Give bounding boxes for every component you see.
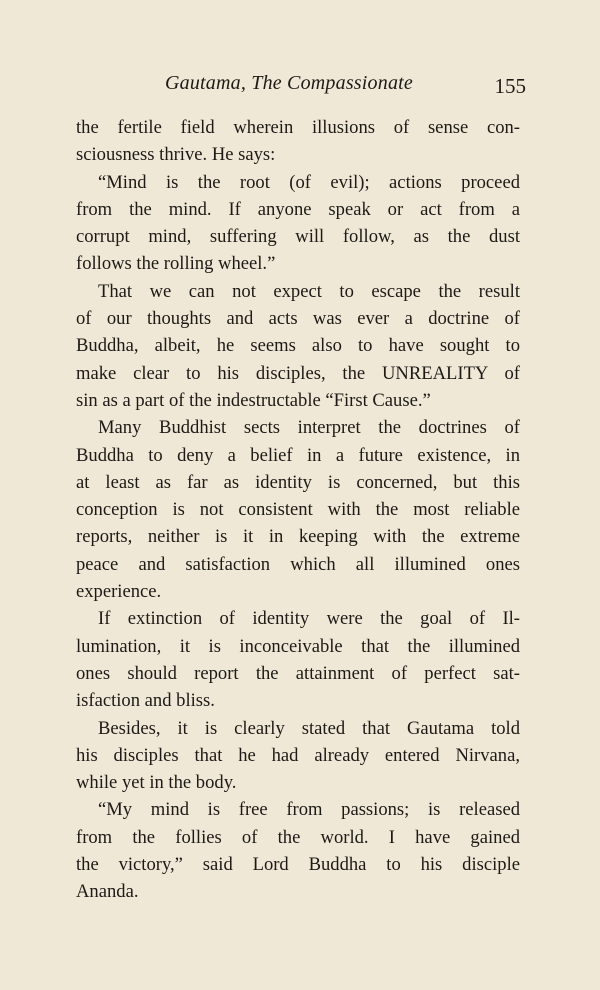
text-line: the victory,” said Lord Buddha to his disciple bbox=[76, 854, 520, 876]
text-line: Buddha, albeit, he seems also to have sought to bbox=[76, 335, 520, 357]
text-line: from the follies of the world. I have gained bbox=[76, 826, 520, 848]
text-line: Ananda. bbox=[76, 881, 139, 903]
body-text bbox=[76, 114, 520, 906]
text-line: ones should report the attainment of perfect sat- bbox=[76, 662, 520, 684]
text-line: That we can not expect to escape the result bbox=[98, 280, 520, 302]
text-line: “My mind is free from passions; is released bbox=[98, 799, 520, 821]
text-line: at least as far as identity is concerned, but this bbox=[76, 471, 520, 493]
text-line: conception is not consistent with the most reliable bbox=[76, 499, 520, 521]
text-line: sin as a part of the indestructable “First Cause.” bbox=[76, 389, 431, 411]
text-line: lumination, it is inconceivable that the illumined bbox=[76, 635, 520, 657]
text-line: If extinction of identity were the goal of Il- bbox=[98, 608, 520, 630]
text-line: Many Buddhist sects interpret the doctrines of bbox=[98, 417, 520, 439]
text-line: from the mind. If anyone speak or act from a bbox=[76, 198, 520, 220]
text-line: his disciples that he had already entered Nirvana, bbox=[76, 744, 520, 766]
text-line: experience. bbox=[76, 581, 162, 603]
text-line: of our thoughts and acts was ever a doctrine of bbox=[76, 308, 520, 330]
text-line: reports, neither is it in keeping with the extreme bbox=[76, 526, 520, 548]
page-number: 155 bbox=[494, 74, 526, 98]
text-line: while yet in the body. bbox=[76, 772, 237, 794]
text-line: Buddha to deny a belief in a future existence, in bbox=[76, 444, 520, 466]
text-line: peace and satisfaction which all illumined ones bbox=[76, 553, 520, 575]
text-line: the fertile field wherein illusions of sense con- bbox=[76, 117, 520, 138]
text-line: sciousness thrive. He says: bbox=[76, 144, 276, 166]
text-line: corrupt mind, suffering will follow, as the dust bbox=[76, 226, 520, 248]
text-line: Besides, it is clearly stated that Gautama told bbox=[98, 717, 520, 739]
running-head-title: Gautama, The Compassionate bbox=[165, 72, 413, 94]
text-line: “Mind is the root (of evil); actions proceed bbox=[98, 171, 520, 193]
text-line: follows the rolling wheel.” bbox=[76, 253, 276, 275]
text-line: isfaction and bliss. bbox=[76, 690, 215, 712]
running-head bbox=[160, 72, 530, 102]
text-line: make clear to his disciples, the UNREALITY of bbox=[76, 362, 520, 384]
